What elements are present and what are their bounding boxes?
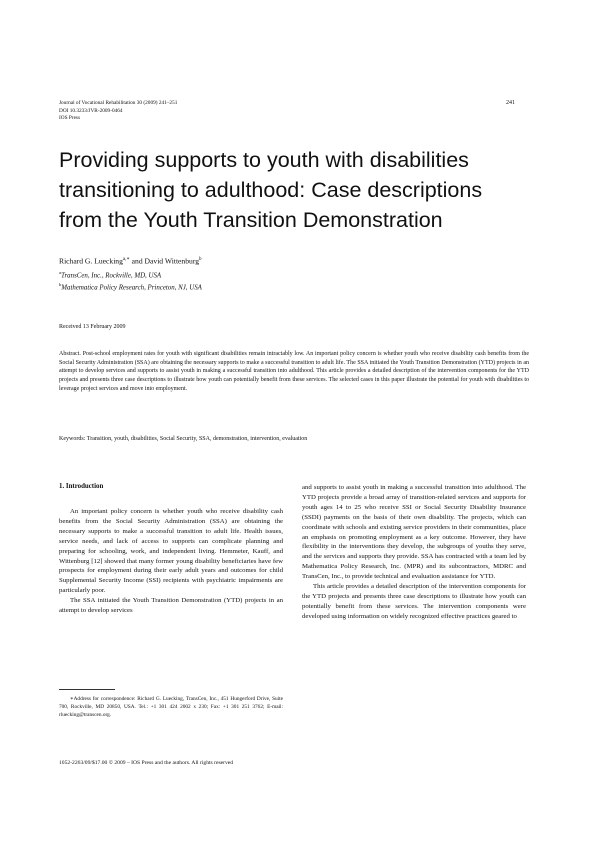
affiliation-mark: b: [59, 282, 62, 287]
abstract-text: Post-school employment rates for youth with significant disabilities remain intractably low. An important policy concern is whether youth who receive disability cash benefits from the Social Security Administration (SSA) are obtaining the necessary supports to make a successful transition to adult life. The SSA initiated the Youth Transition Demonstration (YTD) projects in an attempt to develop services and supports to assist youth in making a successful transition into adulthood. This article provides a detailed description of the intervention components for the YTD projects and presents three case descriptions to illustrate how youth can potentially benefit from these services. The selected cases in this paper illustrate the potential for youth with disabilities to leverage project services and move into employment.: [59, 351, 529, 392]
footnote-rule: [59, 689, 115, 690]
keywords-text: Transition, youth, disabilities, Social Security, SSA, demonstration, intervention, evaluation: [85, 436, 308, 442]
body-paragraph: The SSA initiated the Youth Transition Demonstration (YTD) projects in an attempt to develop services: [59, 597, 283, 615]
body-paragraph: and supports to assist youth in making a successful transition into adulthood. The YTD projects provide a broad array of transition-related services and supports for youth ages 14 to 25 who receive SSI or Social Security Disability Insurance (SSDI) payments on the basis of their own disability. The projects, which can coordinate with schools and existing service providers in their communities, place an emphasis on promoting employment as a key outcome. However, they have flexibility in the interventions they develop, the subgroups of youths they serve, and the services and supports they provide. SSA has contracted with a team led by Mathematica Policy Research, Inc. (MPR) and its subcontractors, MDRC and TransCen, Inc., to provide technical and evaluation assistance for YTD.: [302, 484, 526, 581]
received-date: Received 13 February 2009: [59, 324, 126, 330]
affiliation-text: TransCen, Inc., Rockville, MD, USA: [61, 272, 162, 280]
abstract-label: Abstract.: [59, 351, 81, 357]
journal-citation: Journal of Vocational Rehabilitation 30 (2009) 241–251: [59, 100, 178, 106]
footnote-text: ∗Address for correspondence: Richard G. Luecking, TransCen, Inc., 451 Hungerford Drive, Suite 700, Rockville, MD 20850, USA. Tel.: +1 301 424 2002 x 230; Fax: +1 301 251 3762; E-mail: rluecking@transcen.org.: [59, 696, 283, 719]
body-paragraph: This article provides a detailed description of the intervention components for the YTD projects and presents three case descriptions to illustrate how youth can potentially benefit from these services. The intervention components were developed using information on widely recognized effective practices geared to: [302, 583, 526, 620]
author-list: [59, 254, 202, 267]
footnote: [59, 695, 283, 720]
journal-header: [59, 100, 479, 123]
abstract: [59, 350, 529, 394]
page-number: 241: [506, 100, 515, 106]
title-line: from the Youth Transition Demonstration: [59, 208, 443, 232]
author-separator: and: [129, 256, 145, 266]
title-line: transitioning to adulthood: Case descriptions: [59, 178, 483, 202]
affiliation-text: Mathematica Policy Research, Princeton, NJ, USA: [61, 284, 202, 292]
keywords: [59, 435, 529, 444]
title-line: Providing supports to youth with disabilities: [59, 148, 469, 172]
journal-doi: DOI 10.3233/JVR-2009-0464: [59, 107, 123, 114]
affiliation: [59, 280, 459, 293]
article-title: [59, 145, 539, 235]
author-name: Richard G. Luecking: [59, 256, 123, 266]
author-affiliation-mark: a,∗: [122, 257, 130, 262]
author-name: David Wittenburg: [144, 256, 200, 266]
author-affiliation-mark: b: [199, 257, 202, 262]
copyright-line: 1052-2263/09/$17.00 © 2009 – IOS Press and the authors. All rights reserved: [59, 760, 234, 766]
journal-publisher: IOS Press: [59, 115, 81, 122]
affiliation-mark: a: [59, 270, 62, 275]
keywords-label: Keywords:: [59, 436, 86, 442]
section-heading: 1. Introduction: [59, 483, 104, 490]
right-column: [302, 483, 526, 622]
body-paragraph: An important policy concern is whether youth who receive disability cash benefits from the Social Security Administration (SSA) are obtaining the necessary supports to make a successful transition to adult life. Health issues, service needs, and lack of access to supports can complicate planning and preparing for schooling, work, and independent living. Hemmeter, Kauff, and Wittenburg [12] showed that many former young disability beneficiaries have few prospects for employment during their early adult years and outcomes for child Supplemental Security Income (SSI) recipients with psychiatric impairments are particularly poor.: [59, 508, 283, 595]
left-column: [59, 507, 283, 616]
